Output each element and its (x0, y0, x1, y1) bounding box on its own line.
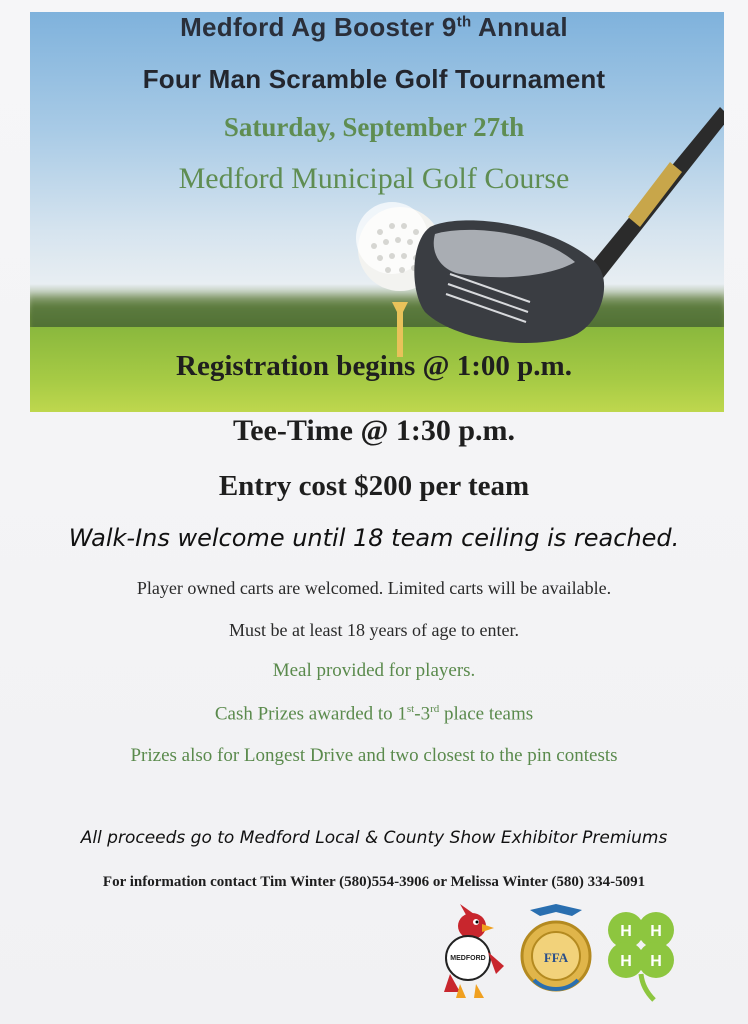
walk-ins-note: Walk-Ins welcome until 18 team ceiling is reached. (68, 524, 680, 552)
cardinal-mascot-logo (430, 900, 510, 1004)
event-venue: Medford Municipal Golf Course (178, 162, 570, 195)
tee-time: Tee-Time @ 1:30 p.m. (232, 414, 516, 447)
contact-info: For information contact Tim Winter (580)554-3906 or Melissa Winter (580) 334-5091 (102, 874, 646, 890)
four-h-clover-logo (598, 904, 686, 1004)
sponsor-logos (430, 896, 690, 1006)
proceeds-note: All proceeds go to Medford Local & County Show Exhibitor Premiums (80, 828, 668, 848)
cardinal-text: MEDFORD (450, 955, 486, 962)
carts-note: Player owned carts are welcomed. Limited carts will be available. (136, 578, 612, 598)
extra-prizes: Prizes also for Longest Drive and two closest to the pin contests (130, 745, 618, 766)
ffa-text: FFA (543, 950, 569, 965)
clover-letter-3: H (620, 953, 632, 970)
age-requirement: Must be at least 18 years of age to enter. (229, 620, 519, 640)
ffa-emblem-logo (516, 900, 596, 1004)
event-date: Saturday, September 27th (223, 112, 525, 142)
cash-prizes: Cash Prizes awarded to 1st-3rd place teams (214, 703, 534, 725)
event-subtitle: Four Man Scramble Golf Tournament (142, 64, 606, 94)
clover-letter-1: H (620, 923, 632, 940)
entry-cost: Entry cost $200 per team (218, 470, 530, 502)
clover-letter-2: H (650, 923, 662, 940)
clover-letter-4: H (650, 953, 662, 970)
meal-note: Meal provided for players. (272, 660, 476, 681)
registration-time: Registration begins @ 1:00 p.m. (176, 350, 572, 382)
event-title: Medford Ag Booster 9th Annual (180, 12, 568, 42)
